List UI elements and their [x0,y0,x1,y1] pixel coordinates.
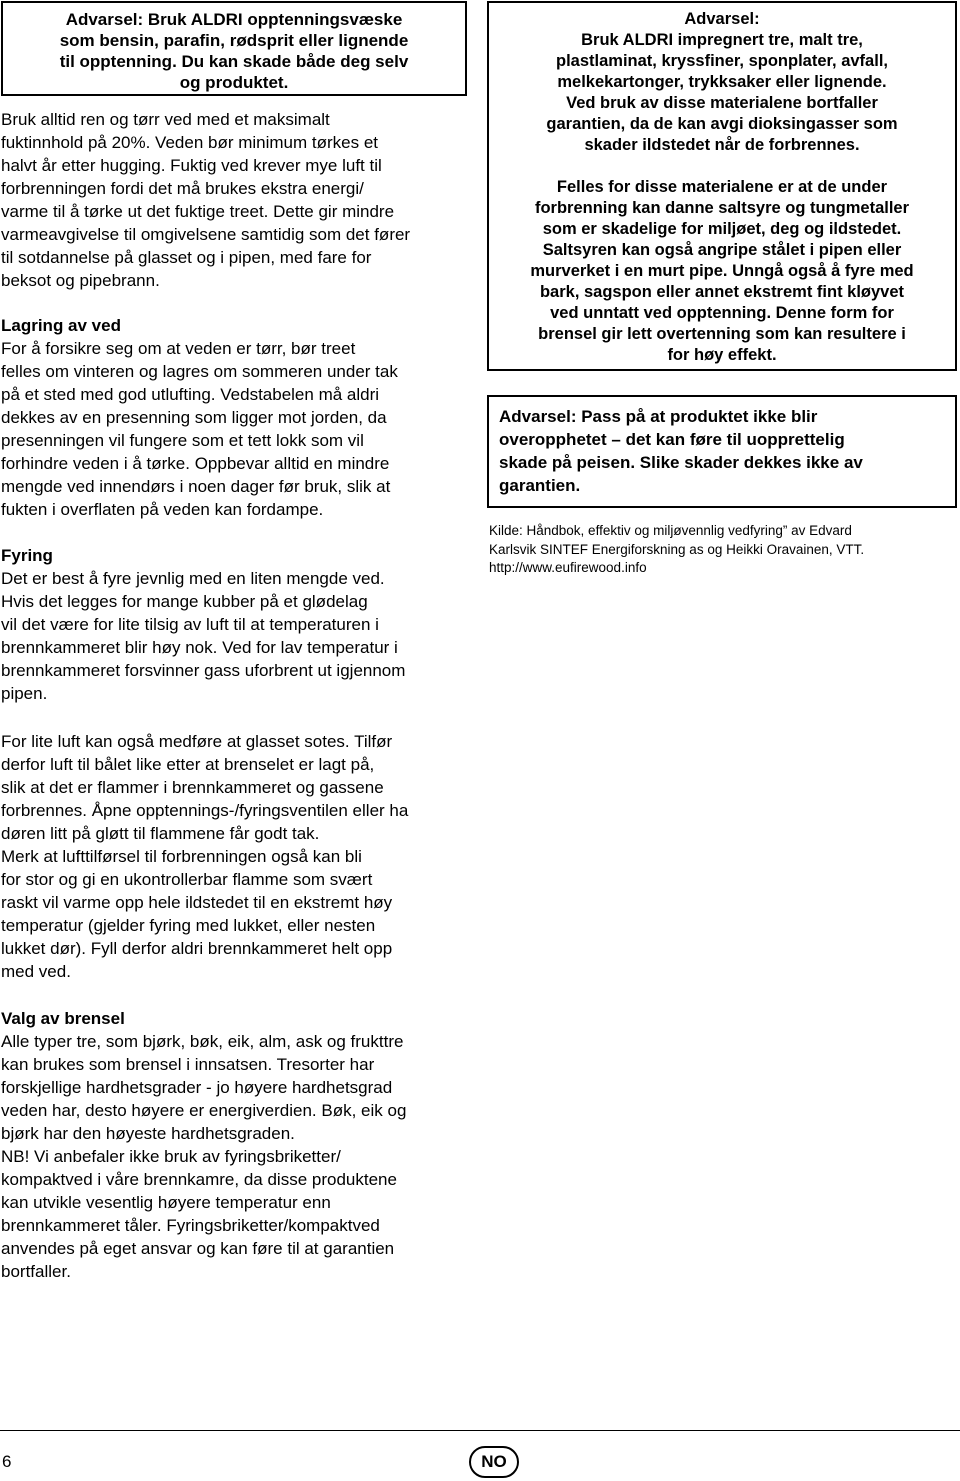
text-line: bortfaller. [1,1262,71,1281]
text-line: presenningen vil fungere som et tett lokk som vil [1,431,364,450]
warning-line: garantien, da de kan avgi dioksingasser som [546,115,898,133]
storage-section [1,314,398,521]
text-line: med ved. [1,962,71,981]
text-line: NB! Vi anbefaler ikke bruk av fyringsbriketter/ [1,1147,341,1166]
page-number: 6 [2,1452,12,1471]
warning-line: ved unntatt ved opptenning. Denne form for [550,304,894,322]
fuel-heading: Valg av brensel [1,1009,125,1028]
intro-paragraph [1,108,410,292]
text-line: lukket dør). Fyll derfor aldri brennkammeret helt opp [1,939,393,958]
text-line: døren litt på gløtt til flammene får godt tak. [1,824,320,843]
warning-line: garantien. [499,476,581,495]
language-badge: NO [469,1446,519,1478]
warning-line: Bruk ALDRI impregnert tre, malt tre, [581,31,863,49]
citation-line: http://www.eufirewood.info [489,560,647,575]
text-line: Alle typer tre, som bjørk, bøk, eik, alm, ask og frukttre [1,1032,404,1051]
text-line: bjørk har den høyeste hardhetsgraden. [1,1124,295,1143]
warning-line: Advarsel: Bruk ALDRI opptenningsvæske [65,10,403,29]
fuel-section [1,1007,406,1283]
warning-line: og produktet. [179,73,289,92]
warning-line: bark, sagspon eller annet ekstremt fint kløyvet [539,283,905,301]
text-line: felles om vinteren og lagres om sommeren under tak [1,362,398,381]
text-line: forbrenningen fordi det må brukes ekstra energi/ [1,179,364,198]
citation-line: Karlsvik SINTEF Energiforskning as og Heikki Oravainen, VTT. [489,541,865,557]
warning-line: skade på peisen. Slike skader dekkes ikke av [499,453,863,472]
warning-line: overopphetet – det kan føre til uopprettelig [499,430,845,449]
text-line: derfor luft til bålet like etter at brenselet er lagt på, [1,755,375,774]
text-line: forhindre veden i å tørke. Oppbevar alltid en mindre [1,454,390,473]
warning-line: Ved bruk av disse materialene bortfaller [566,94,878,112]
air-paragraph [1,730,408,983]
footer-divider [0,1430,960,1431]
warning-line: som bensin, parafin, rødsprit eller lignende [59,31,409,50]
warning-box-overheat [487,395,957,508]
text-line: Hvis det legges for mange kubber på et glødelag [1,592,368,611]
text-line: til sotdannelse på glasset og i pipen, med fare for [1,248,372,267]
warning-box-lighter-fluid [1,1,467,96]
text-line: Bruk alltid ren og tørr ved med et maksimalt [1,110,330,129]
text-line: varme til å tørke ut det fuktige treet. Dette gir mindre [1,202,395,221]
warning-line: Felles for disse materialene er at de under [556,178,888,196]
spacer [499,156,945,177]
text-line: dekkes av en presenning som ligger mot jorden, da [1,408,387,427]
text-line: forskjellige hardhetsgrader - jo høyere hardhetsgrad [1,1078,393,1097]
text-line: raskt vil varme opp hele ildstedet til en ekstremt høy [1,893,393,912]
warning-line: brensel gir lett overtenning som kan resultere i [538,325,906,343]
text-line: vil det være for lite tilsig av luft til at temperaturen i [1,615,379,634]
firing-section [1,544,405,705]
warning-line: melkekartonger, trykksaker eller lignende. [557,73,887,91]
text-line: temperatur (gjelder fyring med lukket, eller nesten [1,916,376,935]
text-line: veden har, desto høyere er energiverdien. Bøk, eik og [1,1101,407,1120]
text-line: brennkammeret tåler. Fyringsbriketter/kompaktved [1,1216,380,1235]
text-line: anvendes på eget ansvar og kan føre til at garantien [1,1239,395,1258]
warning-line: forbrenning kan danne saltsyre og tungmetaller [534,199,910,217]
warning-box-materials [487,1,957,371]
text-line: brennkammeret blir høy nok. Ved for lav temperatur i [1,638,398,657]
citation-line: Kilde: Håndbok, effektiv og miljøvennlig vedfyring” av Edvard [489,523,852,538]
warning-line: skader ildstedet når de forbrennes. [584,136,860,154]
text-line: varmeavgivelse til omgivelsene samtidig som det fører [1,225,411,244]
firing-heading: Fyring [1,546,53,565]
text-line: brennkammeret forsvinner gass uforbrent ut igjennom [1,661,406,680]
text-line: Det er best å fyre jevnlig med en liten mengde ved. [1,569,385,588]
text-line: beksot og pipebrann. [1,271,160,290]
text-line: For å forsikre seg om at veden er tørr, bør treet [1,339,356,358]
warning-line: til opptenning. Du kan skade både deg selv [59,52,409,71]
text-line: slik at det er flammer i brennkammeret og gassene [1,778,384,797]
text-line: kan brukes som brensel i innsatsen. Tresorter har [1,1055,375,1074]
text-line: halvt år etter hugging. Fuktig ved krever mye luft til [1,156,382,175]
warning-line: som er skadelige for miljøet, deg og ildstedet. [542,220,902,238]
warning-line: Advarsel: [684,10,760,28]
text-line: mengde ved innendørs i noen dager før bruk, slik at [1,477,391,496]
text-line: kan utvikle vesentlig høyere temperatur enn [1,1193,331,1212]
text-line: For lite luft kan også medføre at glasset sotes. Tilfør [1,732,393,751]
storage-heading: Lagring av ved [1,316,121,335]
warning-line: plastlaminat, kryssfiner, sponplater, avfall, [556,52,888,70]
text-line: forbrennes. Åpne opptennings-/fyringsventilen eller ha [1,801,409,820]
source-citation [489,522,949,578]
warning-line: Saltsyren kan også angripe stålet i pipen eller [542,241,902,259]
text-line: pipen. [1,684,48,703]
text-line: for stor og gi en ukontrollerbar flamme som svært [1,870,373,889]
text-line: fukten i overflaten på veden kan fordampe. [1,500,324,519]
warning-line: for høy effekt. [667,346,777,364]
text-line: fuktinnhold på 20%. Veden bør minimum tørkes et [1,133,379,152]
text-line: på et sted med god utlufting. Vedstabelen må aldri [1,385,380,404]
warning-line: Advarsel: Pass på at produktet ikke blir [499,407,818,426]
warning-line: murverket i en murt pipe. Unngå også å fyre med [530,262,914,280]
text-line: Merk at lufttilførsel til forbrenningen også kan bli [1,847,362,866]
text-line: kompaktved i våre brennkamre, da disse produktene [1,1170,397,1189]
